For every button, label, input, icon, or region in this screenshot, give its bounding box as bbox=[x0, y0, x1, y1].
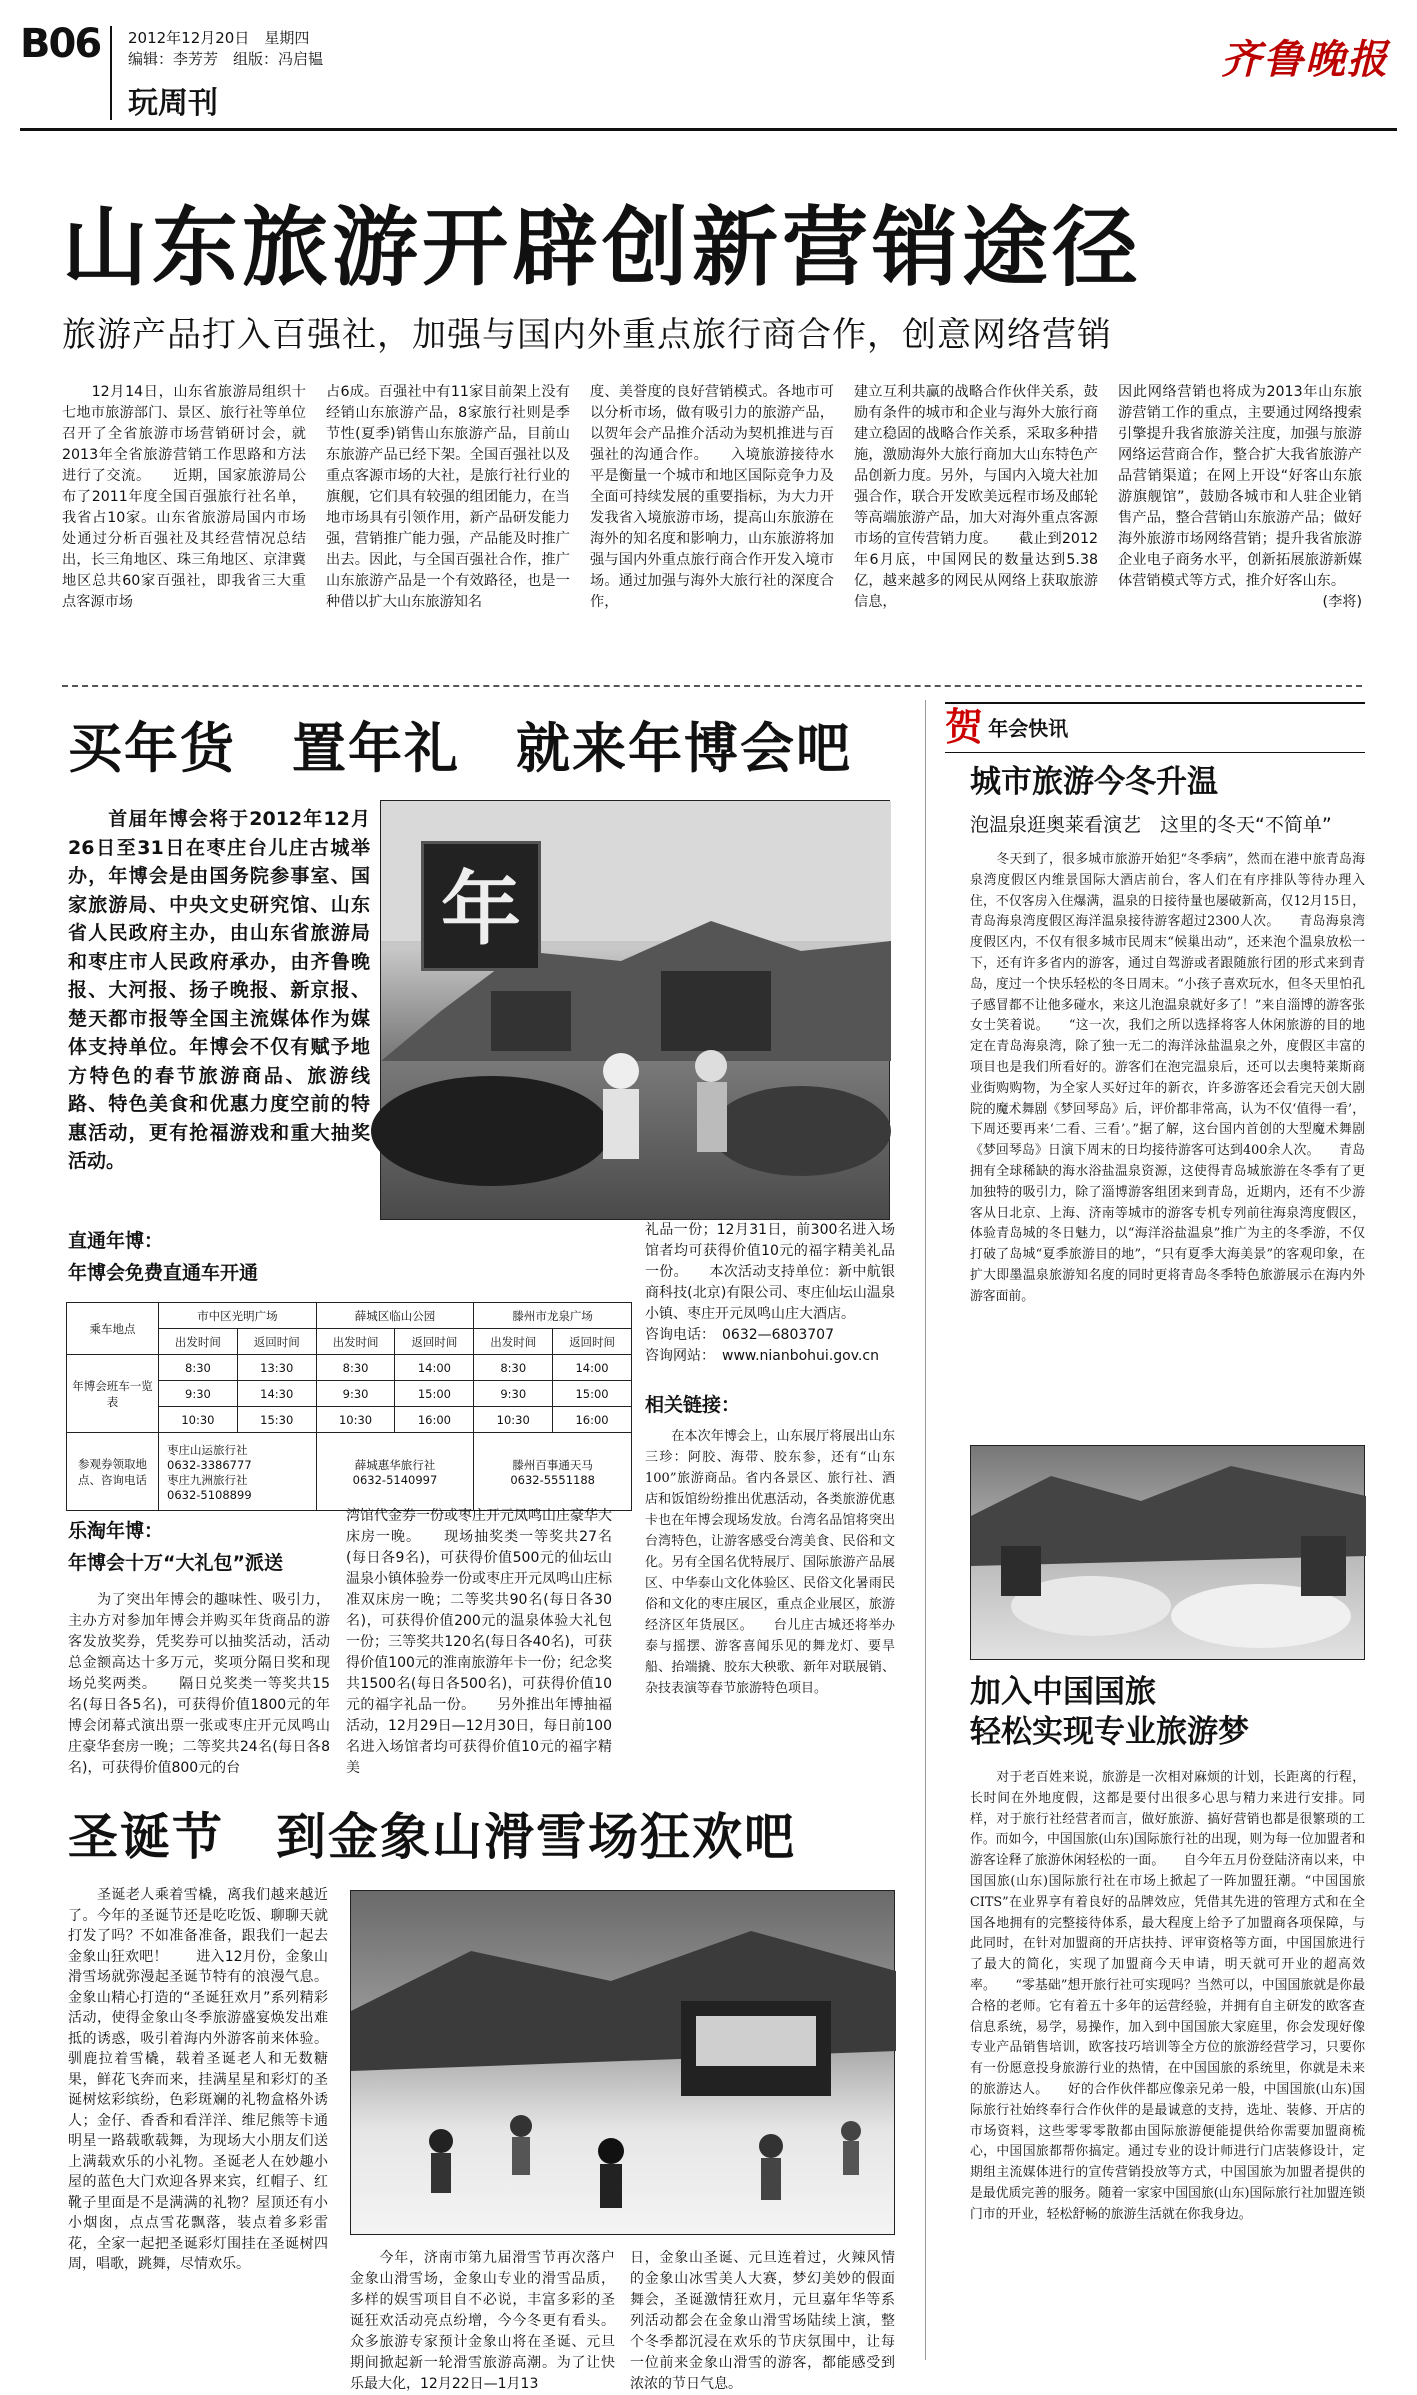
table-contact-1: 枣庄山运旅行社 0632-3386777 枣庄九洲旅行社 0632-5108899 bbox=[159, 1433, 317, 1511]
table-head-site-3: 滕州市龙泉广场 bbox=[474, 1303, 632, 1329]
table-subhead: 返回时间 bbox=[553, 1329, 632, 1355]
table-subhead: 出发时间 bbox=[316, 1329, 395, 1355]
sidebar-badge-char: 贺 bbox=[945, 704, 984, 749]
table-cell: 9:30 bbox=[474, 1381, 553, 1407]
ski-column-2: 今年，济南市第九届滑雪节再次落户金象山滑雪场，金象山专业的滑雪品质，多样的娱雪项目自不必说，丰富多彩的圣诞狂欢活动亮点纷增，今今冬更有看头。众多旅游专家预计金象山将在圣诞、元旦期间掀起新一轮滑雪旅游高潮。为了让快乐最大化，12月22日—1月13 bbox=[350, 2250, 615, 2392]
ski-photo-art bbox=[351, 1891, 896, 2236]
lead-column-4: 建立互利共赢的战略合作伙伴关系，鼓励有条件的城市和企业与海外大旅行商建立稳固的战略合作关系，采取多种措施，激励海外大旅行商加大山东特色产品创新力度。另外，与国内入境大社加强合作，联合开发欧美远程市场及邮轮等高端旅游产品，加大对海外重点客源市场的宣传营销力度。 截止到2012年6月底，中国网民的数量达到5.38亿，越来越多的网民从网络上获取旅游信息， bbox=[854, 384, 1098, 610]
fair-phone: 咨询电话： 0632—6803707 bbox=[645, 1327, 834, 1343]
sidebar-story1-subtitle: 泡温泉逛奥莱看演艺 这里的冬天“不简单” bbox=[970, 814, 1332, 836]
section-name: 玩周刊 bbox=[128, 86, 218, 121]
lead-subheadline: 旅游产品打入百强社，加强与国内外重点旅行商合作，创意网络营销 bbox=[62, 315, 1112, 355]
lead-signature: (李将) bbox=[1322, 594, 1362, 610]
fair-year-sign: 年 bbox=[421, 841, 541, 971]
table-head-place: 乘车地点 bbox=[67, 1303, 159, 1355]
bus-heading: 年博会免费直通车开通 bbox=[68, 1262, 259, 1284]
sidebar-story2-title: 加入中国国旅 轻松实现专业旅游梦 bbox=[970, 1674, 1249, 1751]
lead-headline: 山东旅游开辟创新营销途径 bbox=[62, 198, 1142, 298]
links-kicker: 相关链接： bbox=[645, 1394, 741, 1416]
lead-body bbox=[62, 382, 1362, 613]
gift-kicker: 乐淘年博： bbox=[68, 1520, 164, 1542]
table-cell: 9:30 bbox=[316, 1381, 395, 1407]
ski-headline: 圣诞节 到金象山滑雪场狂欢吧 bbox=[68, 1808, 796, 1866]
table-head-site-1: 市中区光明广场 bbox=[159, 1303, 317, 1329]
table-cell: 8:30 bbox=[159, 1355, 238, 1381]
sidebar-divider bbox=[925, 700, 926, 2360]
sidebar-story1-title: 城市旅游今冬升温 bbox=[970, 764, 1218, 800]
table-cell: 14:00 bbox=[395, 1355, 474, 1381]
ski-column-3: 日，金象山圣诞、元旦连着过，火辣风情的金象山冰雪美人大赛，梦幻美妙的假面舞会，圣诞激情狂欢月，元旦嘉年华等系列活动都会在金象山滑雪场陆续上演，整个冬季都沉浸在欢乐的节庆氛围中，让每一位前来金象山滑雪的游客，都能感受到浓浓的节日气息。 bbox=[630, 2250, 895, 2392]
page-number: B06 bbox=[20, 21, 101, 67]
table-cell: 16:00 bbox=[395, 1407, 474, 1433]
table-cell: 15:30 bbox=[237, 1407, 316, 1433]
table-subhead: 返回时间 bbox=[237, 1329, 316, 1355]
gift-column-1: 为了突出年博会的趣味性、吸引力，主办方对参加年博会并购买年货商品的游客发放奖券，凭奖券可以抽奖活动，活动总金额高达十多万元，奖项分隔日奖和现场兑奖两类。 隔日兑奖类一等奖共15名(每日各5名)，可获得价值1800元的年博会闭幕式演出票一张或枣庄开元凤鸣山庄豪华套房一晚；二等奖共24名(每日各8名)，可获得价值800元的台 bbox=[68, 1592, 330, 1776]
lead-column-2: 占6成。百强社中有11家目前架上没有经销山东旅游产品，8家旅行社则是季节性(夏季)销售山东旅游产品，目前山东旅游产品已经下架。全国百强社以及重点客源市场的大社，是旅行社行业的旗舰，它们具有较强的组团能力，在当地市场具有引领作用，新产品研发能力强，营销推广能力强，产品能及时推广出去。因此，与全国百强社合作，推广山东旅游产品是一个有效路径，也是一种借以扩大山东旅游知名 bbox=[326, 384, 570, 610]
table-row-label: 年博会班车一览表 bbox=[67, 1355, 159, 1433]
table-cell: 14:00 bbox=[553, 1355, 632, 1381]
table-head-site-2: 薛城区临山公园 bbox=[316, 1303, 474, 1329]
header-divider bbox=[110, 26, 112, 120]
issue-date: 2012年12月20日 星期四 bbox=[128, 29, 310, 47]
lead-column-1: 12月14日，山东省旅游局组织十七地市旅游部门、景区、旅行社等单位召开了全省旅游市场营销研讨会，就2013年全省旅游营销工作思路和方法进行了交流。 近期，国家旅游局公布了2011年度全国百强旅行社名单，我省占10家。山东省旅游局国内市场处通过分析百强社及其经营情况总结出，长三角地区、珠三角地区、京津冀地区总共60家百强社，即我省三大重点客源市场 bbox=[62, 384, 306, 610]
lead-column-5 bbox=[1118, 382, 1362, 613]
table-cell: 13:30 bbox=[237, 1355, 316, 1381]
gift-heading: 年博会十万“大礼包”派送 bbox=[68, 1552, 283, 1574]
table-contact-3: 滕州百事通天马 0632-5551188 bbox=[474, 1433, 632, 1511]
sidebar-story1-text: 冬天到了，很多城市旅游开始犯“冬季病”，然而在港中旅青岛海泉湾度假区内维景国际大酒店前台，客人们在有序排队等待办理入住，不仅客房入住爆满，温泉的日接待量也屡破新高，仅12月15日，青岛海泉湾度假区海洋温泉接待游客超过2300人次。 青岛海泉湾度假区内，不仅有很多城市民周末“候巢出动”，还来泡个温泉放松一下，还有许多省内的游客，通过自驾游或者跟随旅行团的形式来到青岛，度过一个快乐轻松的冬日周末。“小孩子喜欢玩水，但冬天里怕孔子感冒都不让他多碰水，来这儿泡温泉就好多了！”来自淄博的游客张女士笑着说。 “这一次，我们之所以选择将客人休闲旅游的目的地定在青岛海泉湾，除了独一无二的海洋泳盐温泉之外，度假区丰富的项目也是我们所看好的。游客们在泡完温泉后，还可以去奥特莱斯商业街购购物，为全家人买好过年的新衣，许多游客还会看完天创大剧院的魔术舞剧《梦回琴岛》后，评价都非常高，认为不仅‘值得一看’，下周还要再来‘二看、三看’。”据了解，这台国内首创的大型魔术舞剧《梦回琴岛》日演下周末的日均接待游客可达到400余人次。 青岛拥有全球稀缺的海水浴盐温泉资源，这使得青岛城旅游在冬季有了更加独特的吸引力，除了淄博游客组团来到青岛，近期内，还有不少游客从日北京、上海、济南等城市的游客专机专列前往海泉湾度假区，体验青岛城的冬日魅力，以“海洋浴盐温泉”推广为主的冬季游，不仅打破了岛城“夏季旅游目的地”，“只有夏季大海美景”的客观印象，在扩大即墨温泉旅游知名度的同时更将青岛冬季特色旅游展示在海内外游客面前。 bbox=[970, 852, 1365, 1304]
sidebar-photo-art bbox=[971, 1446, 1366, 1661]
table-subhead: 出发时间 bbox=[159, 1329, 238, 1355]
gift-column-3-text: 礼品一份；12月31日，前300名进入场馆者均可获得价值10元的福字精美礼品一份。 本次活动支持单位：新中航银商科技(北京)有限公司、枣庄仙坛山温泉小镇、枣庄开元凤鸣山庄大酒店。 bbox=[645, 1222, 895, 1322]
bus-kicker: 直通年博： bbox=[68, 1230, 164, 1252]
section-separator bbox=[62, 685, 1362, 687]
gift-column-3 bbox=[645, 1220, 895, 1367]
table-cell: 15:00 bbox=[553, 1381, 632, 1407]
table-cell: 14:30 bbox=[237, 1381, 316, 1407]
table-subhead: 返回时间 bbox=[395, 1329, 474, 1355]
sidebar-top-rule bbox=[945, 702, 1365, 704]
fair-lead: 首届年博会将于2012年12月26日至31日在枣庄台儿庄古城举办，年博会是由国务院参事室、国家旅游局、中央文史研究馆、山东省人民政府主办，由山东省旅游局和枣庄市人民政府承办，由齐鲁晚报、大河报、扬子晚报、新京报、楚天都市报等全国主流媒体作为媒体支持单位。年博会不仅有赋予地方特色的春节旅游商品、旅游线路、特色美食和优惠力度空前的特惠活动，更有抢福游戏和重大抽奖活动。 bbox=[68, 808, 370, 1172]
ski-column-1: 圣诞老人乘着雪橇，离我们越来越近了。今年的圣诞节还是吃吃饭、聊聊天就打发了吗？不如准备准备，跟我们一起去金象山狂欢吧！ 进入12月份，金象山滑雪场就弥漫起圣诞节特有的浪漫气息。金象山精心打造的“圣诞狂欢月”系列精彩活动，使得金象山冬季旅游盛宴焕发出难抵的诱惑，吸引着海内外游客前来体验。驯鹿拉着雪橇，载着圣诞老人和无数糖果，鲜花飞奔而来，挂满星星和彩灯的圣诞树炫彩缤纷，色彩斑斓的礼物盒格外诱人；金仔、香香和看洋洋、维尼熊等卡通明星一路载歌载舞，为现场大小朋友们送上满载欢乐的小礼物。圣诞老人在妙趣小屋的蓝色大门欢迎各界来宾，红帽子、红靴子里面是不是满满的礼物？屋顶还有小小烟囱，点点雪花飘落，装点着多彩雷花，全家一起把圣诞彩灯围挂在圣诞树四周，唱歌，跳舞，尽情欢乐。 bbox=[68, 1887, 328, 2272]
table-contact-label: 参观券领取地点、咨询电话 bbox=[67, 1433, 159, 1511]
table-cell: 10:30 bbox=[474, 1407, 553, 1433]
sidebar-badge-label: 年会快讯 bbox=[988, 716, 1069, 741]
table-cell: 8:30 bbox=[474, 1355, 553, 1381]
header-meta bbox=[128, 28, 323, 70]
bus-schedule-table bbox=[66, 1302, 632, 1511]
sidebar-badge bbox=[945, 704, 1069, 749]
sidebar-photo bbox=[970, 1445, 1365, 1660]
links-text: 在本次年博会上，山东展厅将展出山东三珍：阿胶、海带、胶东参，还有“山东100”旅游商品。省内各景区、旅行社、酒店和饭馆纷纷推出优惠活动，各类旅游优惠卡也在年博会现场发放。台湾名品馆将突出台湾特色，让游客感受台湾美食、民俗和文化。另有全国名优特展厅、国际旅游产品展区、中华泰山文化体验区、民俗文化暑雨民俗和文化的枣庄展区，重点企业展区，旅游经济区年货展区。 台儿庄古城还将举办泰与摇摆、游客喜闻乐见的舞龙灯、要旱船、抬端撬、胶东大秧歌、新年对联展销、杂技表演等春节旅游特色项目。 bbox=[645, 1429, 895, 1696]
table-cell: 16:00 bbox=[553, 1407, 632, 1433]
table-cell: 10:30 bbox=[159, 1407, 238, 1433]
fair-photo bbox=[380, 800, 890, 1220]
sidebar-story2-text: 对于老百姓来说，旅游是一次相对麻烦的计划，长距离的行程，长时间在外地度假，这都是要付出很多心思与精力来进行安排。同样，对于旅行社经营者而言，做好旅游、搞好营销也都是很繁琐的工作。而如今，中国国旅(山东)国际旅行社的出现，则为每一位加盟者和游客诠释了旅游休闲轻松的一面。 自今年五月份登陆济南以来，中国国旅(山东)国际旅行社在市场上掀起了一阵加盟狂潮。“中国国旅CITS”在业界享有着良好的品牌效应，凭借其先进的管理方式和在全国各地拥有的完整接待体系，最大程度上给予了加盟商各项保障，与此同时，在针对加盟商的开店扶持、评审资格等方面，中国国旅进行了最大的简化，实现了加盟商今天申请，明天就可开业的超高效率。 “零基础”想开旅行社可实现吗？当然可以，中国国旅就是你最合格的老师。它有着五十多年的运营经验，并拥有自主研发的欧客查信息系统，易学，易操作，加入到中国国旅大家庭里，你会发现好像专业产品销售培训，欧客技巧培训等全方位的旅游经营学习，只要你有一份愿意投身旅游行业的热情，在中国国旅的系统里，你就是未来的旅游达人。 好的合作伙伴都应像亲兄弟一般，中国国旅(山东)国际旅行社始终奉行合作伙伴的是最诚意的支持，选址、装修、开店的市场资料，这些零零零散都由国际旅游便能提供给你需要加盟商梳心，中国国旅都帮你搞定。通过专业的设计师进行门店装修设计，定期组主流媒体进行的宣传营销投放等方式，中国国旅为加盟者提供的是最优质完善的服务。随着一家家中国国旅(山东)国际旅行社加盟连锁门市的开业，轻松舒畅的旅游生活就在你我身边。 bbox=[970, 1770, 1365, 2222]
header-rule bbox=[20, 128, 1397, 131]
table-cell: 15:00 bbox=[395, 1381, 474, 1407]
lead-column-5-text: 因此网络营销也将成为2013年山东旅游营销工作的重点，主要通过网络搜索引擎提升我省旅游关注度，加强与旅游网络运营商合作，整合扩大我省旅游产品营销渠道；在网上开设“好客山东旅游旗舰馆”，鼓励各城市和人驻企业销售产品，整合营销山东旅游产品；做好海外旅游市场网络营销；提升我省旅游企业电子商务水平，创新拓展旅游新媒体营销模式等方式，推介好客山东。 bbox=[1118, 384, 1362, 589]
ski-photo bbox=[350, 1890, 895, 2235]
table-cell: 8:30 bbox=[316, 1355, 395, 1381]
table-subhead: 出发时间 bbox=[474, 1329, 553, 1355]
editor-credits: 编辑：李芳芳 组版：冯启韫 bbox=[128, 50, 324, 68]
gift-column-2: 湾馆代金券一份或枣庄开元凤鸣山庄豪华大床房一晚。 现场抽奖类一等奖共27名(每日各9名)，可获得价值500元的仙坛山温泉小镇体验券一份或枣庄开元凤鸣山庄标准双床房一晚；二等奖共90名(每日各30名)，可获得价值200元的温泉体验大礼包一份；三等奖共120名(每日各40名)，可获得价值100元的淮南旅游年卡一份；纪念奖共1500名(每日各500名)，可获得价值10元的福字礼品一份。 另外推出年博抽福活动，12月29日—12月30日，每日前100名进入场馆者均可获得价值10元的福字精美 bbox=[346, 1508, 612, 1776]
table-cell: 9:30 bbox=[159, 1381, 238, 1407]
table-cell: 10:30 bbox=[316, 1407, 395, 1433]
table-contact-2: 薛城惠华旅行社 0632-5140997 bbox=[316, 1433, 474, 1511]
newspaper-logo: 齐鲁晚报 bbox=[1221, 36, 1389, 83]
sidebar-badge-rule bbox=[945, 752, 1365, 753]
fair-headline: 买年货 置年礼 就来年博会吧 bbox=[68, 717, 852, 780]
fair-website: 咨询网站： www.nianbohui.gov.cn bbox=[645, 1348, 879, 1364]
lead-column-3: 度、美誉度的良好营销模式。各地市可以分析市场，做有吸引力的旅游产品，以贺年会产品推介活动为契机推进与百强社的沟通合作。 入境旅游接待水平是衡量一个城市和地区国际竞争力及全面可持续发展的重要指标，为大力开发我省入境旅游市场，提高山东旅游在海外的知名度和影响力，山东旅游将加强与国内外重点旅行商合作开发入境市场。通过加强与海外大旅行社的深度合作， bbox=[590, 384, 834, 610]
